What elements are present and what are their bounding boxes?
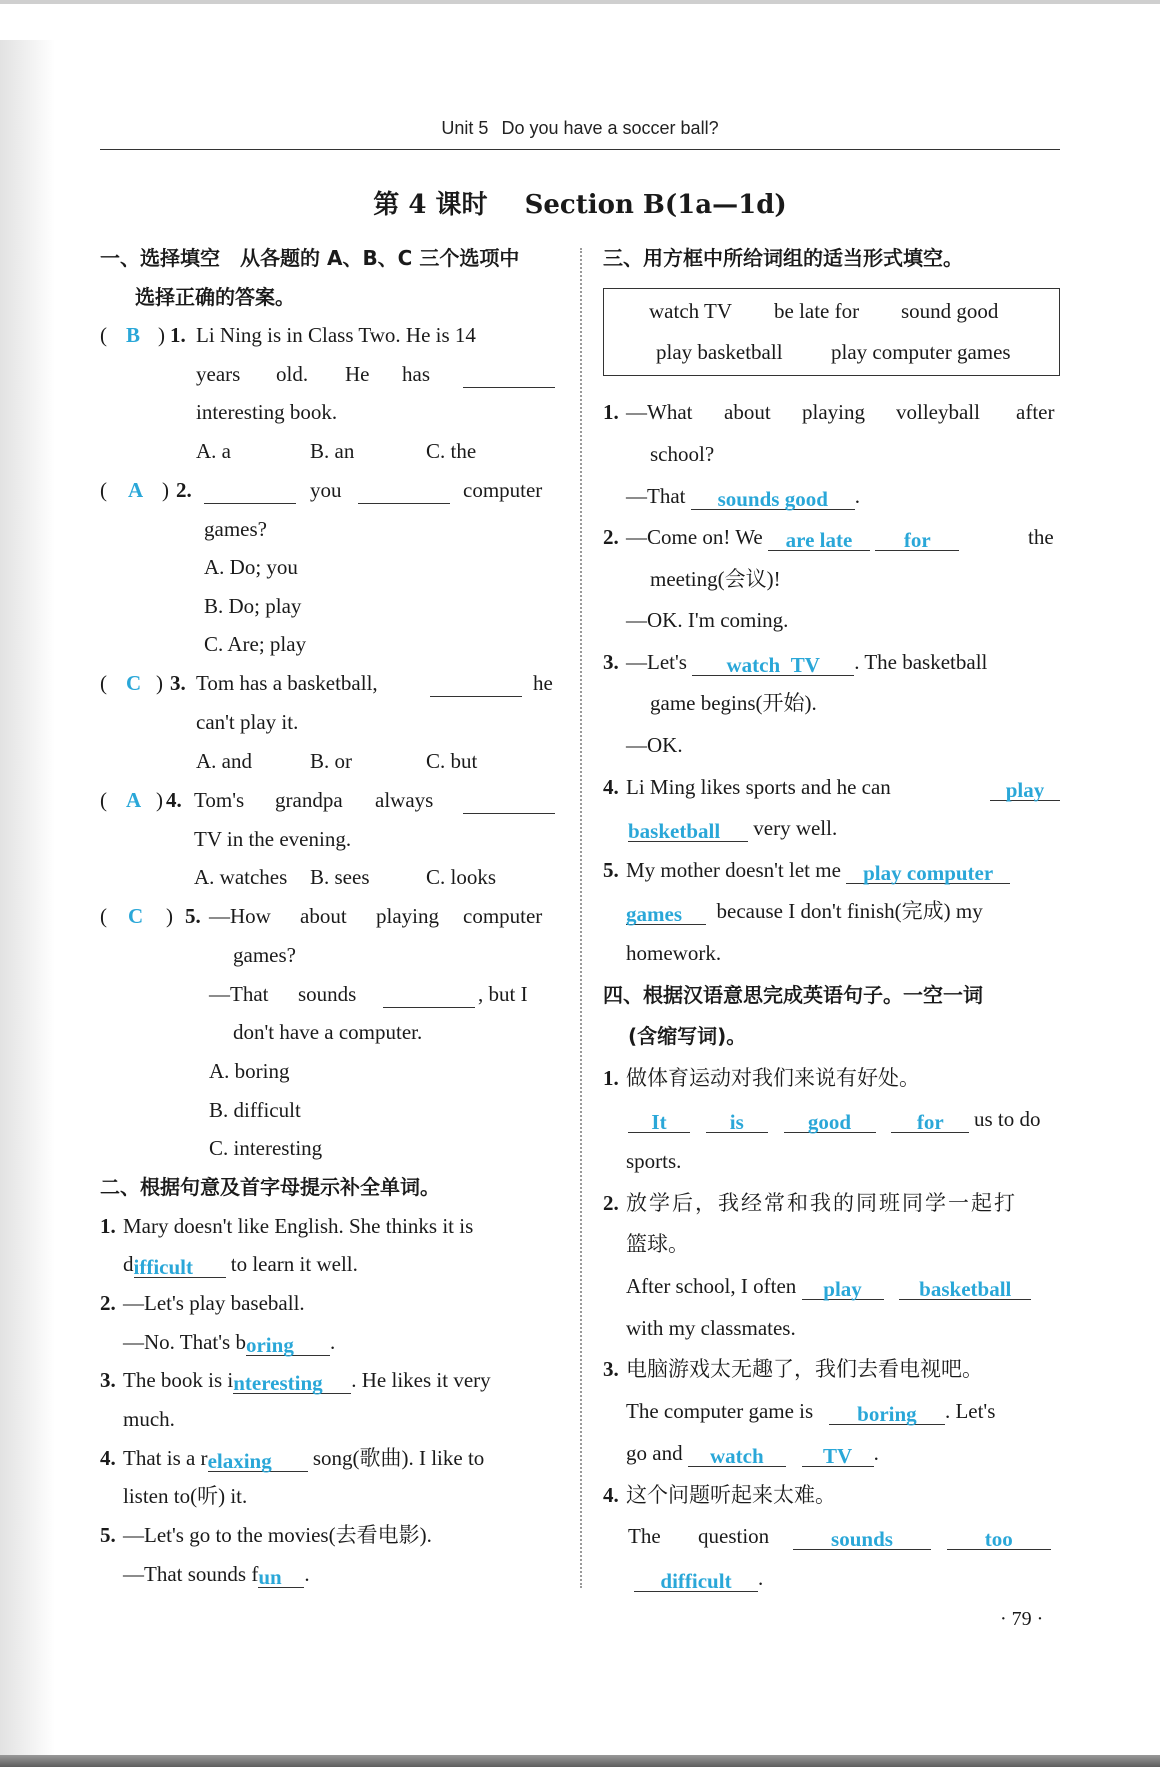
p4-q1-chinese: 做体育运动对我们来说有好处。 — [626, 1066, 920, 1090]
p3-q2-number: 2. — [603, 525, 619, 549]
q3-blank — [430, 669, 522, 697]
p4-q4-number: 4. — [603, 1483, 619, 1507]
q2-word-computer: computer — [463, 478, 543, 502]
q3-choice-answer: C — [126, 671, 142, 695]
p4-q3-line2 — [626, 1397, 995, 1425]
header-rule — [100, 149, 1060, 150]
p3-q1-number: 1. — [603, 400, 619, 424]
q4-option-c: C. looks — [426, 865, 497, 889]
q1-option-b: B. an — [310, 439, 355, 463]
p4-q1-line2 — [628, 1105, 969, 1133]
answer-bracket-close: ) — [156, 671, 163, 695]
q1-word-he: He — [345, 362, 370, 386]
p3-q3-text: —Let's — [626, 650, 687, 674]
p3-q5-line3: homework. — [626, 941, 722, 965]
p2-q1-line2 — [123, 1250, 358, 1278]
p4-q4-answers-row — [793, 1522, 1051, 1550]
q2-option-c: C. Are; play — [204, 632, 307, 656]
q1-word-years: years — [196, 362, 241, 386]
p3-q2-line2: meeting(会议)! — [650, 567, 781, 591]
part4-heading-line2: (含缩写词)。 — [628, 1024, 747, 1048]
p3-q1-line2: school? — [650, 442, 715, 466]
p3-q2-line3: —OK. I'm coming. — [626, 608, 789, 632]
answer-bracket-open: ( — [100, 478, 107, 502]
p2-q3-number: 3. — [100, 1368, 116, 1392]
p2-q3-answer: nteresting — [233, 1369, 351, 1394]
q5-word-playing: playing — [376, 904, 439, 928]
answer-bracket-close: ) — [166, 904, 173, 928]
p3-q5-line1 — [626, 856, 1010, 884]
q5-option-a: A. boring — [209, 1059, 290, 1083]
p3-q4-line1: Li Ming likes sports and he can — [626, 775, 891, 799]
page-title — [100, 184, 1060, 221]
p4-q2-answer: play — [802, 1275, 884, 1300]
answer-bracket-close: ) — [156, 788, 163, 812]
p3-q4-answer1-wrap — [990, 773, 1060, 801]
p4-q3-tail: . Let's — [944, 1399, 996, 1423]
p3-q1-answer: sounds good — [691, 485, 855, 510]
p2-q5-number: 5. — [100, 1523, 116, 1547]
p3-q3-line1 — [626, 648, 987, 676]
p2-q3-tail: . He likes it very — [351, 1368, 491, 1392]
p4-q1-answer: good — [784, 1108, 876, 1133]
p4-q3-answer: boring — [829, 1400, 945, 1425]
part1-heading-line2: 选择正确的答案。 — [135, 285, 295, 309]
q5-number: 5. — [185, 904, 201, 928]
p2-q1-tail: to learn it well. — [230, 1252, 358, 1276]
q3-option-c: C. but — [426, 749, 478, 773]
p3-q5-text: My mother doesn't let me — [626, 858, 841, 882]
q1-option-a: A. a — [196, 439, 231, 463]
answer-bracket-open: ( — [100, 323, 107, 347]
q5-option-c: C. interesting — [209, 1136, 323, 1160]
p2-q5-text: —That sounds f — [123, 1562, 259, 1586]
p2-q4-answer: elaxing — [208, 1447, 308, 1472]
p4-q4-answer: sounds — [793, 1525, 931, 1550]
p4-q4-word-the: The — [628, 1524, 661, 1548]
p3-q4-line2 — [628, 814, 837, 842]
part2-heading: 二、根据句意及首字母提示补全单词。 — [100, 1175, 440, 1199]
p3-q4-answer1: play — [990, 776, 1060, 801]
q2-blank1 — [204, 476, 296, 504]
p2-q2-line1: —Let's play baseball. — [123, 1291, 305, 1315]
p4-q1-answer: for — [891, 1108, 969, 1133]
q4-word-toms: Tom's — [194, 788, 245, 812]
p4-q1-answer: It — [628, 1108, 690, 1133]
q5-option-b: B. difficult — [209, 1098, 301, 1122]
p4-q3-chinese: 电脑游戏太无趣了，我们去看电视吧。 — [626, 1357, 983, 1381]
p4-q2-answer: basketball — [899, 1275, 1031, 1300]
p4-q4-tail: . — [758, 1566, 764, 1590]
p3-q3-answer2: TV — [790, 653, 820, 677]
p2-q4-line2: listen to(听) it. — [123, 1484, 248, 1508]
p3-q2-word-the: the — [1028, 525, 1054, 549]
q1-blank — [463, 360, 555, 388]
q2-word-you: you — [310, 478, 342, 502]
answer-bracket-close: ) — [162, 478, 169, 502]
p2-q3-line2: much. — [123, 1407, 175, 1431]
q4-word-grandpa: grandpa — [275, 788, 343, 812]
top-edge — [0, 0, 1160, 4]
q4-blank — [463, 786, 555, 814]
p4-q2-line4: with my classmates. — [626, 1316, 796, 1340]
q4-line2: TV in the evening. — [194, 827, 352, 851]
answer-bracket-open: ( — [100, 671, 107, 695]
p3-q2-answer1: are late — [768, 526, 870, 551]
p4-q3-text: The computer game is — [626, 1399, 814, 1423]
p4-q3-text2: go and — [626, 1441, 683, 1465]
q1-word-old: old. — [276, 362, 309, 386]
lesson-label: 第 4 课时 — [373, 190, 488, 220]
p3-q2-line1 — [626, 523, 959, 551]
p2-q2-tail: . — [329, 1330, 336, 1354]
q5-line4: don't have a computer. — [233, 1020, 423, 1044]
p4-q3-number: 3. — [603, 1357, 619, 1381]
p4-q2-number: 2. — [603, 1191, 619, 1215]
box-phrase: sound good — [901, 299, 999, 323]
p4-q3-answer: watch — [688, 1442, 786, 1467]
q5-word-sounds: sounds — [298, 982, 357, 1006]
q5-choice-answer: C — [128, 904, 144, 928]
p3-q4-answer2: basketball — [628, 817, 748, 842]
p2-q5-line1: —Let's go to the movies(去看电影). — [123, 1523, 432, 1547]
p4-q1-line3: sports. — [626, 1149, 682, 1173]
p3-q3-line3: —OK. — [626, 733, 683, 757]
p2-q1-prefix: d — [123, 1252, 134, 1276]
q3-number: 3. — [170, 671, 186, 695]
p3-q2-text: —Come on! We — [626, 525, 763, 549]
p2-q2-line2 — [123, 1328, 335, 1356]
q5-word-computer: computer — [463, 904, 543, 928]
box-phrase: play basketball — [656, 340, 783, 364]
p2-q5-answer: un — [258, 1563, 304, 1588]
p4-q1-tail: us to do — [974, 1107, 1041, 1131]
unit-title: Do you have a soccer ball? — [501, 118, 719, 138]
p2-q2-text: —No. That's b — [123, 1330, 246, 1354]
q1-option-c: C. the — [426, 439, 477, 463]
p4-q3-line3 — [626, 1439, 879, 1467]
page-shadow — [0, 40, 55, 1760]
p3-q5-number: 5. — [603, 858, 619, 882]
p3-q5-tail: because I don't finish(完成) my — [716, 899, 983, 923]
p2-q1-answer: ifficult — [134, 1253, 226, 1278]
p3-q1-word: volleyball — [896, 400, 980, 424]
q2-number: 2. — [176, 478, 192, 502]
q3-word-he: he — [533, 671, 553, 695]
page-number: · 79 · — [1000, 1608, 1044, 1630]
p2-q3-text: The book is i — [123, 1368, 234, 1392]
q2-blank2 — [358, 476, 450, 504]
p3-q4-tail: very well. — [753, 816, 838, 840]
p3-q1-tail: . — [854, 484, 860, 508]
p3-q5-line2 — [626, 897, 983, 925]
q5-line2: games? — [233, 943, 296, 967]
p4-q2-line3 — [626, 1272, 1031, 1300]
p4-q2-text: After school, I often — [626, 1274, 797, 1298]
p4-q4-chinese: 这个问题听起来太难。 — [626, 1483, 836, 1507]
q5-tail: , but I — [478, 982, 528, 1006]
box-phrase: be late for — [774, 299, 860, 323]
p4-q2-chinese-line2: 篮球。 — [626, 1232, 689, 1256]
p2-q3-line1 — [123, 1366, 491, 1394]
q5-word-about: about — [300, 904, 347, 928]
part1-heading-line1: 一、选择填空 从各题的 A、B、C 三个选项中 — [100, 246, 520, 270]
p2-q4-line1 — [123, 1444, 484, 1472]
p4-q1-answer: is — [706, 1108, 768, 1133]
q4-word-always: always — [375, 788, 434, 812]
p2-q5-line2 — [123, 1560, 310, 1588]
p3-q1-word: about — [724, 400, 771, 424]
p3-q4-number: 4. — [603, 775, 619, 799]
p4-q4-word-question: question — [698, 1524, 770, 1548]
q3-line1: Tom has a basketball, — [196, 671, 378, 695]
bottom-edge — [0, 1755, 1160, 1767]
p3-q3-answer1: watch — [726, 653, 781, 677]
q5-word-that: —That — [209, 982, 269, 1006]
q5-word-how: —How — [209, 904, 271, 928]
section-label: Section B(1a—1d) — [524, 190, 787, 220]
p3-q5-answer2: games — [626, 900, 706, 925]
answer-bracket-open: ( — [100, 904, 107, 928]
p2-q2-number: 2. — [100, 1291, 116, 1315]
q4-choice-answer: A — [126, 788, 142, 812]
p3-q3-line2: game begins(开始). — [650, 691, 817, 715]
p4-q2-chinese-line1: 放学后，我经常和我的同班同学一起打 — [626, 1191, 1017, 1215]
q1-line1: Li Ning is in Class Two. He is 14 — [196, 323, 476, 347]
p4-q3-tail2: . — [873, 1441, 879, 1465]
q1-word-has: has — [402, 362, 430, 386]
q3-line2: can't play it. — [196, 710, 299, 734]
q2-option-b: B. Do; play — [204, 594, 302, 618]
q2-line2: games? — [204, 517, 267, 541]
p3-q1-word: playing — [802, 400, 865, 424]
p3-q1-line3 — [626, 482, 860, 510]
p2-q4-number: 4. — [100, 1446, 116, 1470]
p3-q3-tail: . The basketball — [854, 650, 988, 674]
q1-choice-answer: B — [126, 323, 141, 347]
p4-q4-answer: difficult — [634, 1567, 758, 1592]
q5-blank — [383, 980, 475, 1008]
p3-q3-answer — [692, 651, 854, 676]
part3-heading: 三、用方框中所给词组的适当形式填空。 — [603, 246, 963, 270]
p3-q2-answer2: for — [875, 526, 959, 551]
p2-q4-text: That is a r — [123, 1446, 208, 1470]
q4-option-a: A. watches — [194, 865, 288, 889]
q4-number: 4. — [166, 788, 182, 812]
p3-q5-answer1: play computer — [846, 859, 1010, 884]
p2-q1-line1: Mary doesn't like English. She thinks it is — [123, 1214, 474, 1238]
p4-q4-line3 — [634, 1564, 763, 1592]
q3-option-b: B. or — [310, 749, 352, 773]
p2-q5-tail: . — [304, 1562, 310, 1586]
box-phrase: watch TV — [649, 299, 733, 323]
q2-option-a: A. Do; you — [204, 555, 298, 579]
answer-bracket-close: ) — [158, 323, 165, 347]
p4-q4-answer: too — [947, 1525, 1051, 1550]
part4-heading-line1: 四、根据汉语意思完成英语句子。一空一词 — [603, 983, 983, 1007]
p3-q1-word: after — [1016, 400, 1055, 424]
p3-q1-text: —That — [626, 484, 686, 508]
p3-q3-number: 3. — [603, 650, 619, 674]
q2-choice-answer: A — [128, 478, 144, 502]
unit-label: Unit 5 — [441, 118, 489, 138]
p2-q2-answer: oring — [246, 1331, 330, 1356]
p2-q4-tail: song(歌曲). I like to — [312, 1446, 485, 1470]
box-phrase: play computer games — [831, 340, 1011, 364]
answer-bracket-open: ( — [100, 788, 107, 812]
running-header — [100, 118, 1060, 139]
p4-q3-answer: TV — [802, 1442, 874, 1467]
q1-line3: interesting book. — [196, 400, 338, 424]
q1-number: 1. — [170, 323, 186, 347]
q3-option-a: A. and — [196, 749, 252, 773]
p3-q1-word: —What — [626, 400, 693, 424]
q4-option-b: B. sees — [310, 865, 370, 889]
p4-q1-number: 1. — [603, 1066, 619, 1090]
column-divider — [580, 248, 582, 1588]
p2-q1-number: 1. — [100, 1214, 116, 1238]
